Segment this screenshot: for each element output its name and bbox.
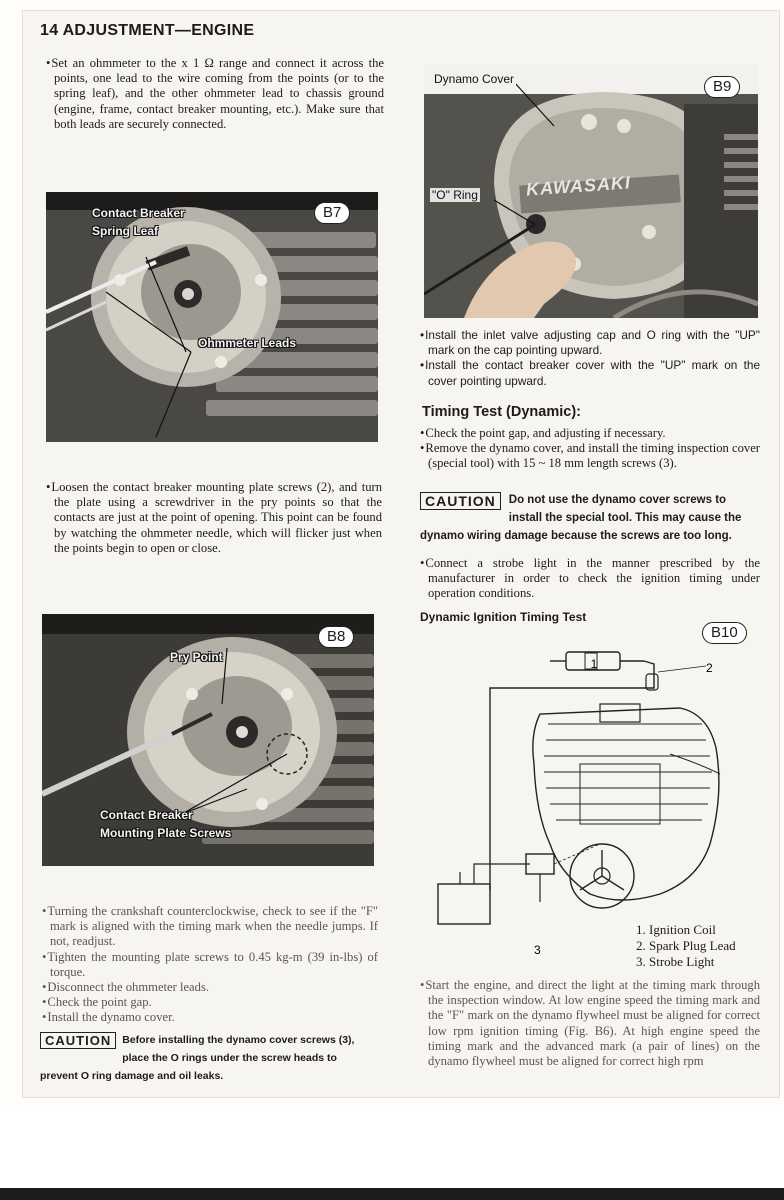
bullet-turn-crankshaft: • Turning the crankshaft counterclockwise, check to see if the "F" mark is aligned with the timing mark when the needle jumps. If not, readjust.: [42, 904, 378, 950]
left-bottom-bullets: [42, 904, 378, 1026]
b10-callout-3: 3: [534, 943, 541, 957]
figure-tag-b7: B7: [314, 202, 350, 224]
b7-label-spring-leaf: Spring Leaf: [92, 224, 159, 238]
figure-tag-b10: B10: [702, 622, 747, 644]
legend-ignition-coil: 1. Ignition Coil: [636, 922, 716, 937]
left-caution: [40, 1030, 376, 1084]
legend-strobe-light: 3. Strobe Light: [636, 954, 715, 969]
bullet-tighten-screws: • Tighten the mounting plate screws to 0.45 kg-m (39 in-lbs) of torque.: [42, 950, 378, 980]
b10-callout-2: 2: [706, 661, 713, 675]
intro-paragraph: [46, 56, 384, 132]
caution-label-left: CAUTION: [40, 1032, 116, 1049]
b8-label-mounting-plate-screws: Mounting Plate Screws: [100, 826, 232, 840]
b10-callout-1: 1: [590, 657, 598, 671]
b9-label-o-ring: "O" Ring: [432, 188, 478, 202]
right-caution: [420, 490, 760, 544]
dynamic-timing-heading: Dynamic Ignition Timing Test: [420, 610, 587, 624]
b9-label-dynamo-cover: Dynamo Cover: [434, 72, 515, 86]
page-number: 14: [40, 22, 59, 39]
bullet-inlet-valve-cap: • Install the inlet valve adjusting cap and O ring with the "UP" mark on the cap pointing upward.: [420, 328, 760, 358]
bottom-bar: [0, 1188, 784, 1200]
strobe-paragraph: [420, 556, 760, 602]
b7-label-contact-breaker: Contact Breaker: [92, 206, 185, 220]
legend-spark-plug-lead: 2. Spark Plug Lead: [636, 938, 736, 953]
bullet-disconnect-leads: • Disconnect the ohmmeter leads.: [42, 980, 378, 995]
caution-label-right: CAUTION: [420, 492, 501, 510]
timing-bullets: [420, 426, 760, 472]
bullet-breaker-cover: • Install the contact breaker cover with the "UP" mark on the cover pointing upward.: [420, 358, 760, 388]
loosen-text: • Loosen the contact breaker mounting plate screws (2), and turn the plate using a screwdriver in the pry points so that the contacts are just at the point of opening. This point can be found by watching the ohmmeter needle, which will flicker just when the points begin to open or close.: [46, 480, 382, 556]
page-header: [40, 22, 254, 40]
final-text: • Start the engine, and direct the light at the timing mark through the inspection window. At low engine speed the timing mark and the "F" mark on the dynamo flywheel must be aligned for correct low rpm ignition timing (Fig. B6). At high engine speed the timing mark and the advanced mark (a pair of lines) on the dynamo flywheel must be aligned for correct high rpm: [420, 978, 760, 1069]
page-title: ADJUSTMENT—ENGINE: [62, 22, 255, 39]
caution-text-left: Before installing the dynamo cover screws (3), place the O rings under the screw heads to prevent O ring damage and oil leaks.: [40, 1034, 355, 1082]
figure-b9-photo: [424, 64, 758, 318]
b8-label-contact-breaker: Contact Breaker: [100, 808, 193, 822]
ignition-timing-diagram: [430, 644, 760, 964]
b10-legend: [636, 922, 736, 970]
timing-test-heading: Timing Test (Dynamic):: [422, 404, 581, 420]
caution-text-right: Do not use the dynamo cover screws to install the special tool. This may cause the dynamo wiring damage because the screws are too long.: [420, 494, 742, 542]
b8-label-pry-point: Pry Point: [170, 650, 223, 664]
strobe-text: • Connect a strobe light in the manner prescribed by the manufacturer in order to check the ignition timing under operation conditions.: [420, 556, 760, 602]
bullet-check-gap: • Check the point gap.: [42, 995, 378, 1010]
intro-text: • Set an ohmmeter to the x 1 Ω range and connect it across the points, one lead to the wire coming from the points (or to the spring leaf), and the other ohmmeter lead to chassis ground (engine, frame, contact breaker mounting, etc.). Make sure that both leads are securely connected.: [46, 56, 384, 132]
bullet-check-point-gap: • Check the point gap, and adjusting if necessary.: [420, 426, 760, 441]
figure-b7-photo: [46, 192, 378, 442]
kawasaki-brand-logo: KAWASAKI: [525, 172, 632, 200]
figure-b8-photo: [42, 614, 374, 866]
install-bullets: [420, 328, 760, 389]
figure-tag-b8: B8: [318, 626, 354, 648]
bullet-install-cover: • Install the dynamo cover.: [42, 1010, 378, 1025]
loosen-paragraph: [46, 480, 382, 556]
figure-tag-b9: B9: [704, 76, 740, 98]
bullet-remove-dynamo-cover: • Remove the dynamo cover, and install the timing inspection cover (special tool) with 15 ~ 18 mm length screws (3).: [420, 441, 760, 471]
b7-label-ohmmeter-leads: Ohmmeter Leads: [198, 336, 297, 350]
final-paragraph: [420, 978, 760, 1069]
